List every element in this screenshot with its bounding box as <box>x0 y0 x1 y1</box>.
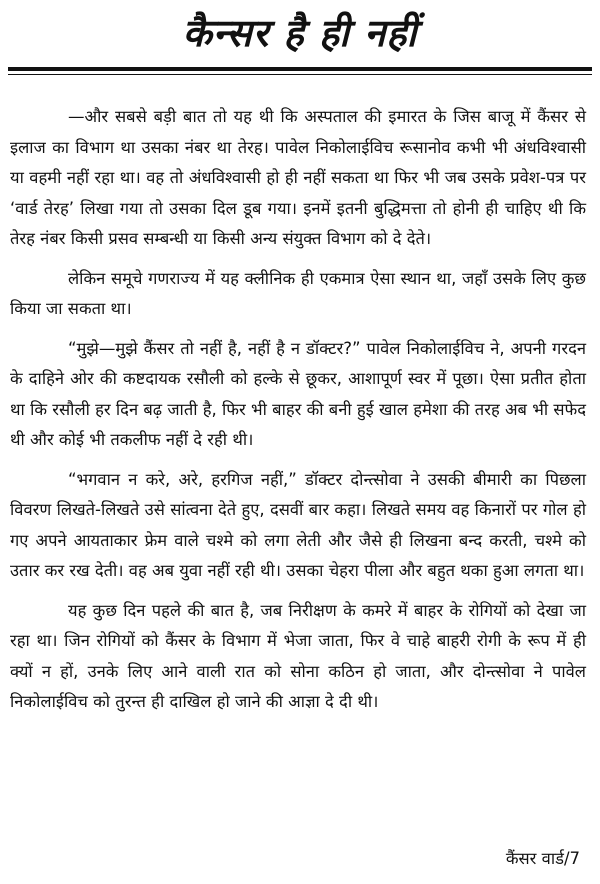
title-rule-thin <box>8 74 592 75</box>
paragraph: “मुझे—मुझे कैंसर तो नहीं है, नहीं है न डॉक्टर?” पावेल निकोलाईविच ने, अपनी गरदन के दाहिने ओर की कष्टदायक रसौली को हल्के से छूकर, आशापूर्ण स्वर में पूछा। ऐसा प्रतीत होता था कि रसौली हर दिन बढ़ जाती है, फिर भी बाहर की बनी हुई खाल हमेशा की तरह अब भी सफेद थी और कोई भी तकलीफ नहीं दे रही थी। <box>10 338 586 449</box>
page-footer: कैंसर वार्ड/7 <box>505 849 580 868</box>
title-rule-thick <box>8 67 592 71</box>
body-text <box>10 102 586 727</box>
paragraph: यह कुछ दिन पहले की बात है, जब निरीक्षण के कमरे में बाहर के रोगियों को देखा जा रहा था। जिन रोगियों को कैंसर के विभाग में भेजा जाता, फिर वे चाहे बाहरी रोगी के रूप में ही क्यों न हों, उनके लिए आने वाली रात को सोना कठिन हो जाता, और दोन्त्सोवा ने पावेल निकोलाईविच को तुरन्त ही दाखिल हो जाने की आज्ञा दे दी थी। <box>10 600 586 711</box>
paragraph: —और सबसे बड़ी बात तो यह थी कि अस्पताल की इमारत के जिस बाजू में कैंसर से इलाज का विभाग था उसका नंबर था तेरह। पावेल निकोलाईविच रूसानोव कभी भी अंधविश्वासी या वहमी नहीं रहा था। वह तो अंधविश्वासी हो ही नहीं सकता था फिर भी जब उसके प्रवेश-पत्र पर ‘वार्ड तेरह’ लिखा गया तो उसका दिल डूब गया। इनमें इतनी बुद्धिमत्ता तो होनी ही चाहिए थी कि तेरह नंबर किसी प्रसव सम्बन्धी या किसी अन्य संयुक्त विभाग को दे देते। <box>10 107 586 248</box>
chapter-title: कैन्सर है ही नहीं <box>182 11 418 55</box>
paragraph: लेकिन समूचे गणराज्य में यह क्लीनिक ही एकमात्र ऐसा स्थान था, जहाँ उसके लिए कुछ किया जा सकता था। <box>10 268 586 318</box>
paragraph: “भगवान न करे, अरे, हरगिज नहीं,” डॉक्टर दोन्त्सोवा ने उसकी बीमारी का पिछला विवरण लिखते-लिखते उसे सांत्वना देते हुए, दसवीं बार कहा। लिखते समय वह किनारों पर गोल हो गए अपने आयताकार फ्रेम वाले चश्मे को लगा लेती और जैसे ही लिखना बन्द करती, चश्मे को उतार कर रख देती। वह अब युवा नहीं रही थी। उसका चेहरा पीला और बहुत थका हुआ लगता था। <box>10 469 586 580</box>
